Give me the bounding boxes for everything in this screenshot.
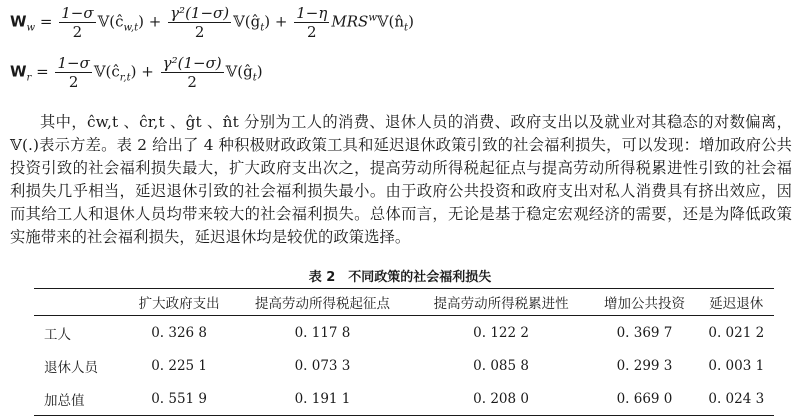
variance-consumption-workers: 𝕍(ĉ — [97, 12, 124, 31]
variance-consumption-retirees: 𝕍(ĉ — [93, 62, 120, 81]
table-cell: 0. 073 3 — [294, 357, 351, 374]
fraction-term-1: $\frac{1-\sigma}{2}$ — [57, 54, 90, 91]
welfare-subscript: r — [26, 72, 32, 84]
table-cell: 0. 021 2 — [708, 324, 765, 341]
table-cell: 0. 085 8 — [473, 357, 529, 374]
table-cell: 0. 024 3 — [699, 382, 774, 416]
variance-government-spending: 𝕍(ĝ — [225, 62, 253, 81]
header-empty — [34, 289, 125, 316]
welfare-symbol: W — [10, 12, 27, 31]
fraction-term-2: $\frac{\text{γ²(1−σ)}}{2}$ — [162, 54, 222, 91]
row-label: 退休人员 — [44, 359, 98, 376]
welfare-subscript: w — [26, 22, 36, 34]
variance-government-spending: 𝕍(ĝ — [233, 12, 261, 31]
table-row — [34, 382, 774, 416]
mrs-symbol: MRS — [331, 12, 369, 31]
fraction-term-1: $\frac{1-\sigma}{2}$ — [61, 4, 94, 41]
table-caption: 表 2 不同政策的社会福利损失 — [308, 270, 492, 285]
header-delay-retirement: 延迟退休 — [699, 289, 774, 316]
table-cell: 0. 551 9 — [125, 382, 233, 416]
welfare-loss-table — [34, 288, 774, 416]
table-cell: 0. 669 0 — [590, 382, 698, 416]
table-cell: 0. 117 8 — [294, 324, 351, 341]
table-header-row — [34, 289, 774, 316]
equals-sign: = — [39, 12, 53, 31]
fraction-term-2: $\frac{\text{γ²(1−σ)}}{2}$ — [170, 4, 230, 41]
body-paragraph: 其中，ĉw,t 、ĉr,t 、ĝt 、n̂t 分别为工人的消费、退休人员的消费、政府支出以及就业对其稳态的对数偏离，𝕍(.)表示方差。表 2 给出了 4 种积极财政政策工具和延迟退休政策引致的社会福利损失，可以发现：增加政府公共投资引致的社会福利损失最大，扩大政府支出次之，提高劳动所得税起征点与提高劳动所得税累进性引致的社会福利损失几乎相当，延迟退休引致的社会福利损失最小。由于政府公共投资和政府支出对私人消费具有挤出效应，因而其给工人和退休人员均带来较大的社会福利损失。总体而言，无论是基于稳定宏观经济的需要，还是为降低政策实施带来的社会福利损失，延迟退休均是较优的政策选择。 — [10, 113, 792, 247]
table-cell: 0. 326 8 — [151, 324, 208, 341]
table-cell: 0. 191 1 — [233, 382, 412, 416]
fraction-term-3: $\frac{1-\eta}{2}$ — [296, 4, 328, 41]
variance-employment: 𝕍(n̂ — [376, 12, 405, 31]
table-cell: 0. 369 7 — [616, 324, 673, 341]
header-expand-gov-spending: 扩大政府支出 — [125, 289, 233, 316]
welfare-equation-workers: $W_w$ = $\frac{1-\sigma}{2}$ $𝕍(ĉ_{w,t})$ + $\frac{\text{γ²(1−σ)}}{2}$ $𝕍(ĝ_t)$ + $\frac{1-\eta}{2}$ $MRS^w𝕍(n̂_t)$ — [10, 4, 414, 41]
equals-sign: = — [36, 62, 49, 81]
welfare-equation-retirees: $W_r$ = $\frac{1-\sigma}{2}$ $𝕍(ĉ_{r,t})$ + $\frac{\text{γ²(1−σ)}}{2}$ $𝕍(ĝ_t)$ — [10, 54, 263, 91]
table-cell: 0. 003 1 — [708, 357, 765, 374]
welfare-symbol: W — [10, 62, 27, 81]
table-cell: 0. 225 1 — [151, 357, 208, 374]
table-cell: 0. 299 3 — [616, 357, 673, 374]
header-raise-tax-progressivity: 提高劳动所得税累进性 — [412, 289, 591, 316]
header-increase-public-investment: 增加公共投资 — [590, 289, 698, 316]
table-cell: 0. 208 0 — [412, 382, 591, 416]
table-row — [34, 316, 774, 350]
table-row — [34, 349, 774, 382]
row-label: 工人 — [44, 326, 71, 343]
table-cell: 0. 122 2 — [473, 324, 529, 341]
row-label: 加总值 — [34, 382, 125, 416]
header-raise-tax-threshold: 提高劳动所得税起征点 — [233, 289, 412, 316]
